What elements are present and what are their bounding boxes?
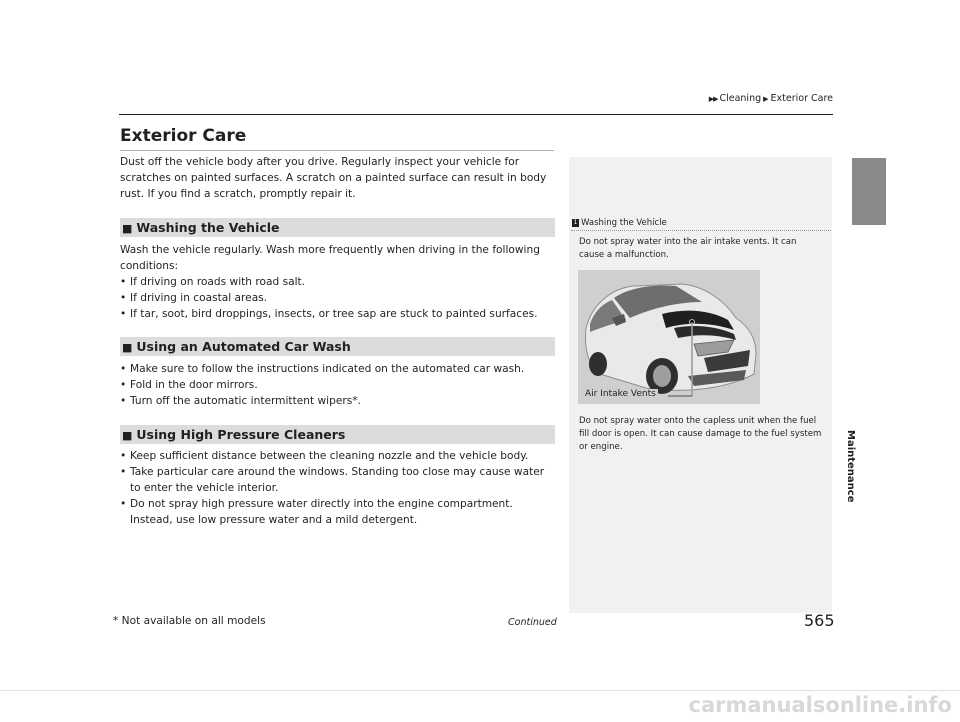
breadcrumb <box>700 93 833 104</box>
intro-paragraph: Dust off the vehicle body after you drive. Regularly inspect your vehicle for scratches on painted surfaces. A scratch on a painted surface can result in body rust. If you find a scratch, promptly repair it. <box>120 156 547 200</box>
footnote: * Not available on all models <box>113 615 266 627</box>
bullet-icon: • <box>120 498 127 510</box>
car-image-icon <box>578 270 760 404</box>
section-heading-high-pressure <box>120 425 555 444</box>
breadcrumb-arrow-icon: ▶ <box>763 95 769 103</box>
bullet-icon: • <box>120 276 127 288</box>
continued-label: Continued <box>508 617 557 628</box>
note-heading <box>572 218 667 228</box>
list-item: • Turn off the automatic intermittent wipers*. <box>120 395 361 407</box>
breadcrumb-item-exterior-care[interactable]: Exterior Care <box>770 93 833 104</box>
bullet-icon: • <box>120 292 127 304</box>
section-marker-icon: ■ <box>122 222 133 235</box>
automated-wash-bullet-list <box>120 361 556 409</box>
list-item: • Do not spray high pressure water directly into the engine compartment. Instead, use low pressure water and a mild detergent. <box>120 498 513 526</box>
section-heading-text: Using High Pressure Cleaners <box>136 427 346 442</box>
bullet-icon: • <box>120 450 127 462</box>
breadcrumb-item-cleaning[interactable]: Cleaning <box>719 93 762 104</box>
list-item: • If driving on roads with road salt. <box>120 276 306 288</box>
section-marker-icon: ■ <box>122 341 133 354</box>
note-rule <box>571 230 831 231</box>
page-title: Exterior Care <box>120 126 247 146</box>
section-heading-automated-wash <box>120 337 555 356</box>
high-pressure-bullet-list <box>120 448 556 528</box>
washing-paragraph: Wash the vehicle regularly. Wash more frequently when driving in the following conditions: <box>120 244 540 272</box>
section-marker-icon: ■ <box>122 429 133 442</box>
list-item: • If driving in coastal areas. <box>120 292 268 304</box>
list-item: • Make sure to follow the instructions indicated on the automated car wash. <box>120 363 525 375</box>
breadcrumb-arrow-icon: ▶▶ <box>708 95 718 103</box>
washing-bullet-list <box>120 274 556 322</box>
air-intake-vents-label: Air Intake Vents <box>585 389 656 399</box>
watermark-rule <box>0 690 960 691</box>
note-heading-text[interactable]: Washing the Vehicle <box>581 218 667 228</box>
section-heading-text: Washing the Vehicle <box>136 220 280 235</box>
section-heading-washing <box>120 218 555 237</box>
chapter-label: Maintenance <box>845 430 856 503</box>
bullet-icon: • <box>120 363 127 375</box>
list-item: • Take particular care around the windows. Standing too close may cause water to enter the vehicle interior. <box>120 466 545 494</box>
bullet-icon: • <box>120 308 127 320</box>
car-illustration <box>578 270 760 404</box>
section-heading-text: Using an Automated Car Wash <box>136 339 351 354</box>
list-item: • Keep sufficient distance between the cleaning nozzle and the vehicle body. <box>120 450 529 462</box>
note-air-intake: Do not spray water into the air intake vents. It can cause a malfunction. <box>579 237 797 260</box>
list-item: • Fold in the door mirrors. <box>120 379 258 391</box>
bullet-icon: • <box>120 379 127 391</box>
header-rule <box>119 114 833 115</box>
chapter-tab[interactable] <box>852 158 886 225</box>
note-capless-unit: Do not spray water onto the capless unit when the fuel fill door is open. It can cause damage to the fuel system or engine. <box>579 416 822 452</box>
reference-number-icon: 1 <box>573 219 578 226</box>
title-rule <box>120 150 554 151</box>
list-item: • If tar, soot, bird droppings, insects, or tree sap are stuck to painted surfaces. <box>120 308 538 320</box>
bullet-icon: • <box>120 395 127 407</box>
bullet-icon: • <box>120 466 127 478</box>
watermark: carmanualsonline.info <box>688 693 952 717</box>
page-number: 565 <box>804 611 835 630</box>
